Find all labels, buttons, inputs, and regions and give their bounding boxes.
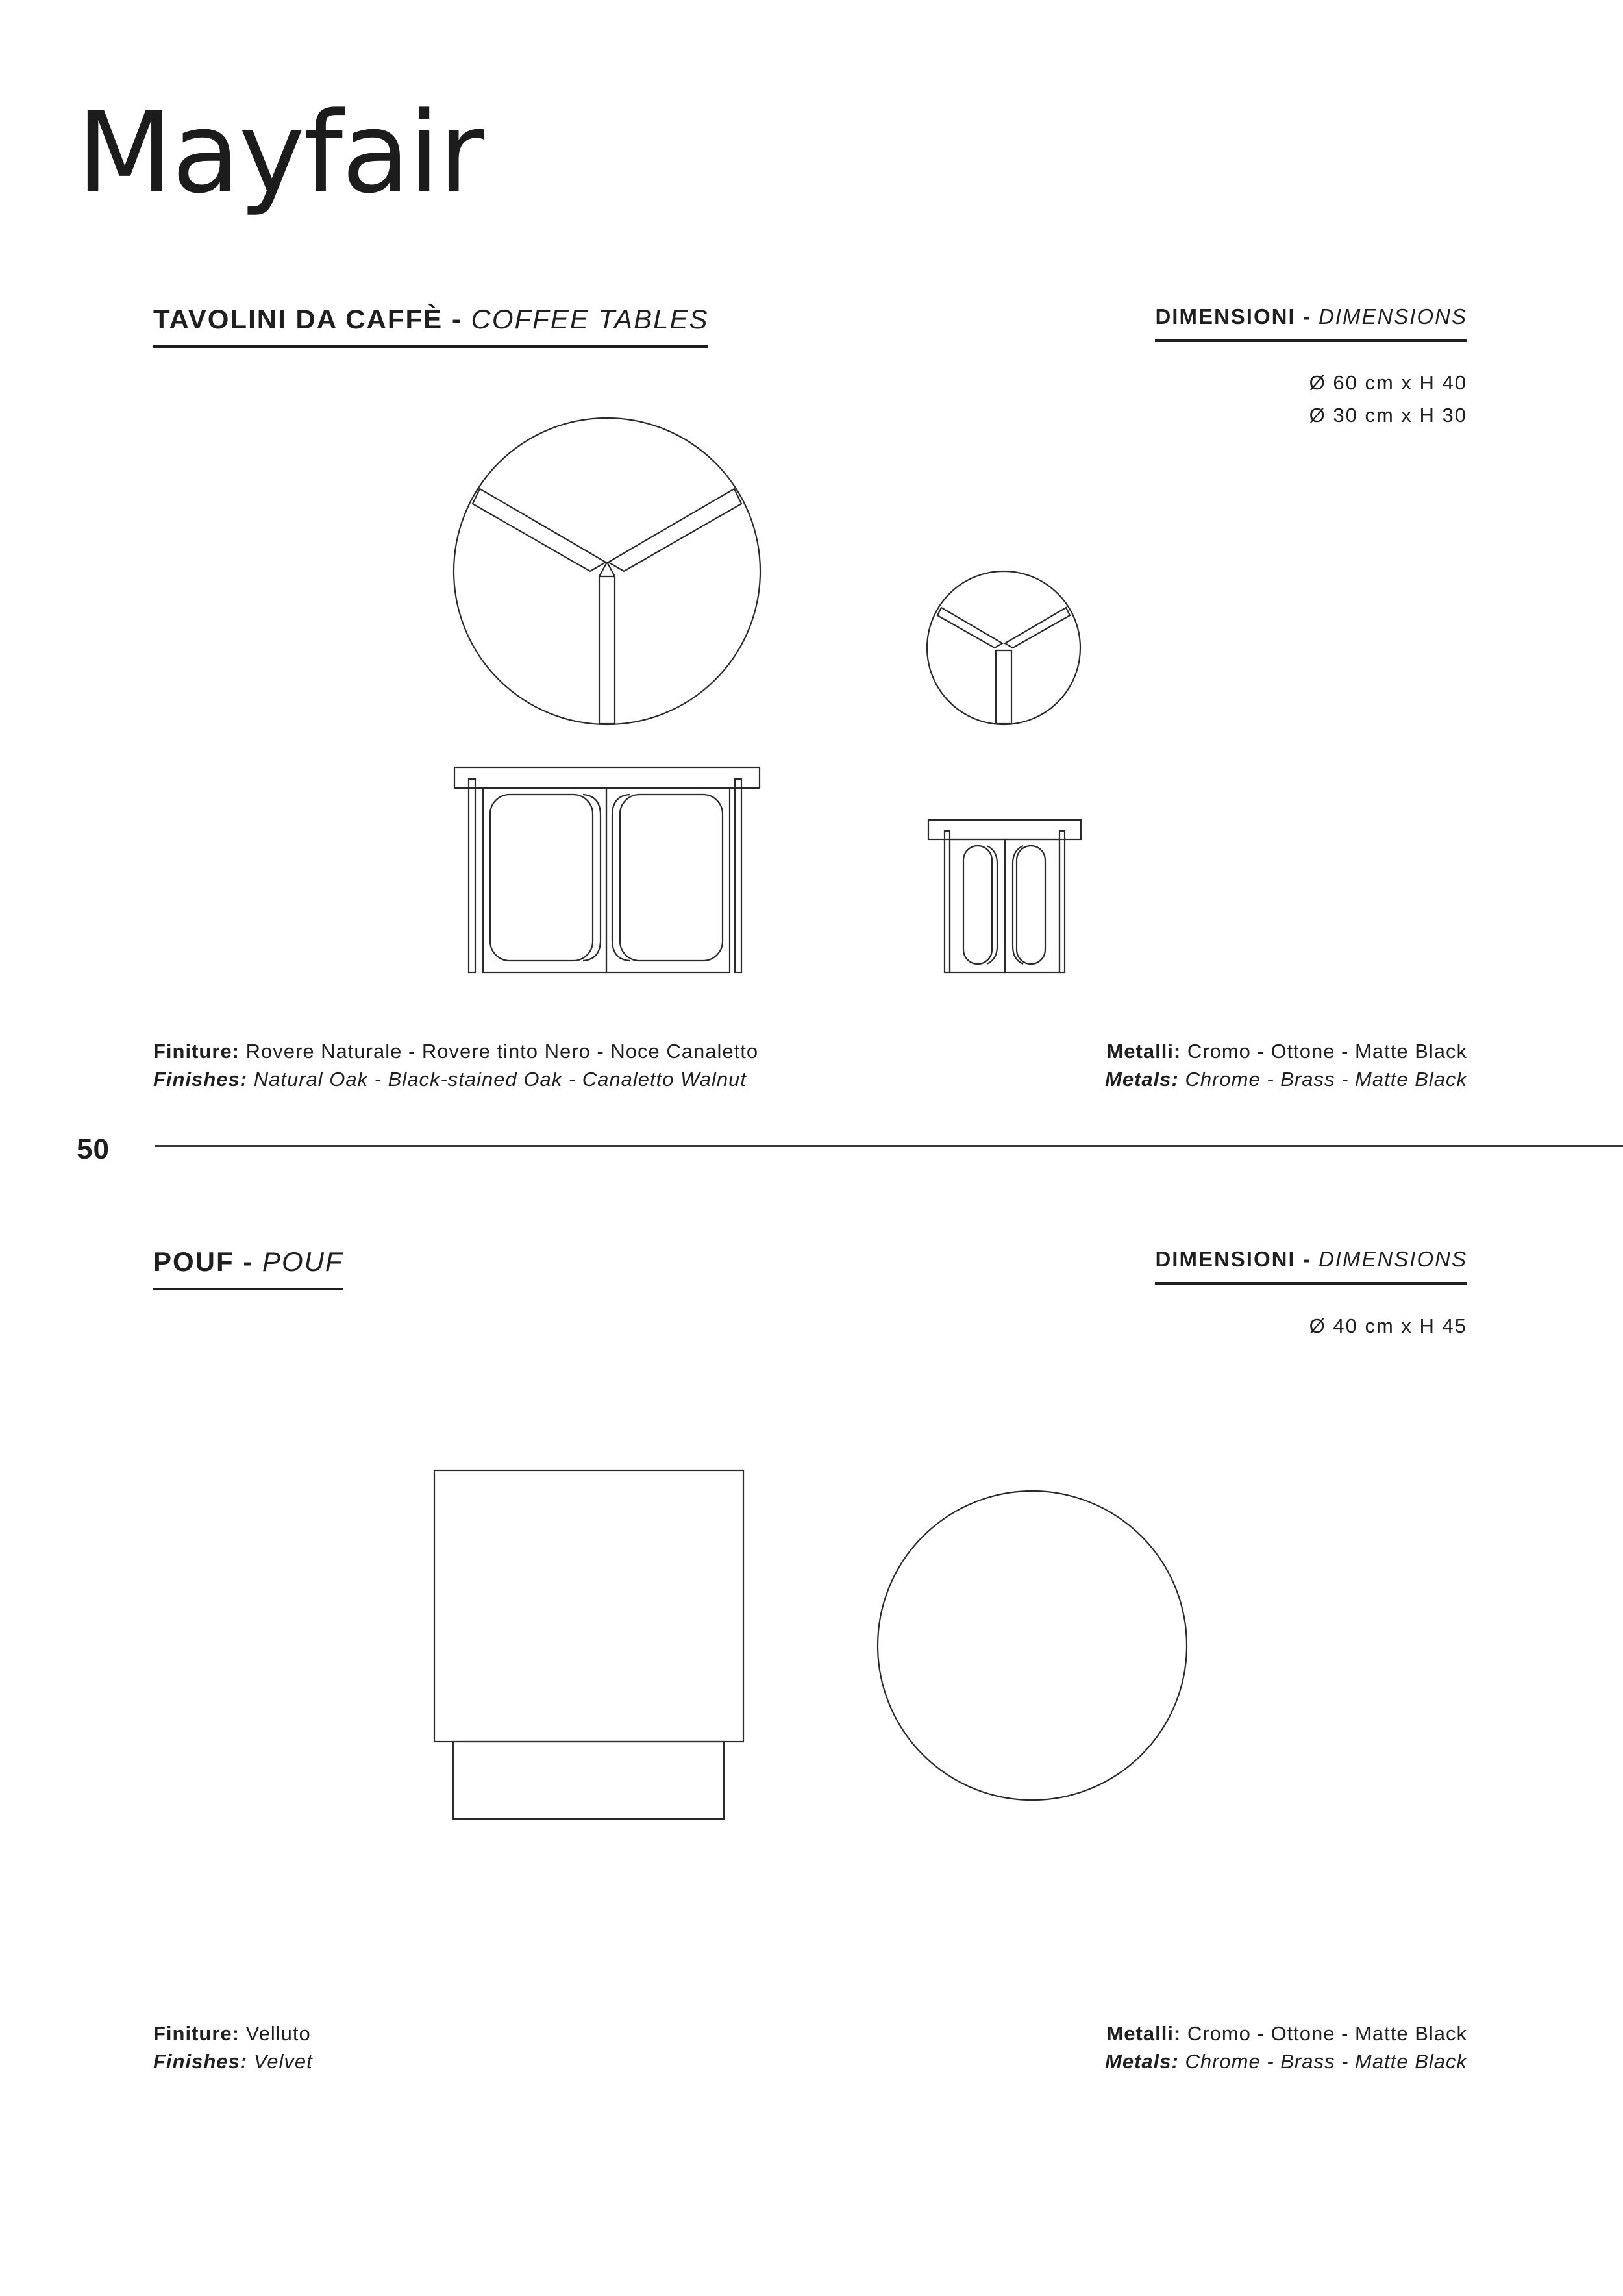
small-table-side-view — [928, 820, 1081, 972]
finishes-label-en: Finishes: — [153, 2050, 248, 2073]
dimension-value: Ø 60 cm x H 40 — [1309, 371, 1467, 394]
metals-it-value: Cromo - Ottone - Matte Black — [1187, 1040, 1467, 1063]
pouf-metals — [1105, 2019, 1467, 2075]
coffee-tables-title-en: COFFEE TABLES — [471, 304, 709, 334]
finishes-en-line — [153, 1065, 758, 1093]
finishes-it-value: Rovere Naturale - Rovere tinto Nero - Noce Canaletto — [245, 1040, 759, 1063]
finishes-en-value: Natural Oak - Black-stained Oak - Canaletto Walnut — [253, 1068, 747, 1091]
coffee-tables-metals — [1105, 1037, 1467, 1093]
dimensions-label-it: DIMENSIONI - — [1155, 304, 1311, 328]
finishes-it-value: Velluto — [245, 2022, 311, 2045]
metals-en-value: Chrome - Brass - Matte Black — [1185, 2050, 1467, 2073]
metals-it-line — [1105, 2019, 1467, 2047]
finishes-label-it: Finiture: — [153, 2022, 240, 2045]
finishes-it-line — [153, 1037, 758, 1065]
metals-label-it: Metalli: — [1106, 2022, 1182, 2045]
pouf-title-it: POUF - — [153, 1246, 254, 1277]
coffee-tables-title-it: TAVOLINI DA CAFFÈ - — [153, 304, 462, 334]
metals-en-line — [1105, 1065, 1467, 1093]
pouf-side-view — [434, 1470, 743, 1819]
finishes-en-value: Velvet — [253, 2050, 313, 2073]
metals-label-it: Metalli: — [1106, 1040, 1182, 1063]
brand-title: Mayfair — [77, 88, 484, 218]
dimensions-label-it: DIMENSIONI - — [1155, 1247, 1311, 1271]
small-table-top-view — [927, 571, 1080, 724]
metals-en-line — [1105, 2047, 1467, 2075]
finishes-label-en: Finishes: — [153, 1068, 248, 1091]
pouf-dimensions-heading — [1155, 1247, 1467, 1285]
dimensions-label-en: DIMENSIONS — [1318, 304, 1467, 328]
metals-it-line — [1105, 1037, 1467, 1065]
large-table-top-view — [454, 418, 760, 724]
pouf-dimensions-list — [1309, 1310, 1467, 1342]
pouf-title-en: POUF — [262, 1246, 343, 1277]
pouf-top-view — [878, 1491, 1187, 1800]
coffee-tables-finishes — [153, 1037, 758, 1093]
dimension-value: Ø 30 cm x H 30 — [1309, 404, 1467, 426]
finishes-it-line — [153, 2019, 313, 2047]
pouf-finishes — [153, 2019, 313, 2075]
large-table-side-view — [454, 767, 760, 972]
metals-en-value: Chrome - Brass - Matte Black — [1185, 1068, 1467, 1091]
finishes-en-line — [153, 2047, 313, 2075]
dimensions-label-en: DIMENSIONS — [1318, 1247, 1467, 1271]
section-divider — [155, 1145, 1623, 1147]
metals-it-value: Cromo - Ottone - Matte Black — [1187, 2022, 1467, 2045]
page-number: 50 — [77, 1133, 110, 1165]
metals-label-en: Metals: — [1105, 2050, 1179, 2073]
pouf-heading — [153, 1246, 343, 1290]
dimension-value: Ø 40 cm x H 45 — [1309, 1315, 1467, 1337]
metals-label-en: Metals: — [1105, 1068, 1179, 1091]
finishes-label-it: Finiture: — [153, 1040, 240, 1063]
